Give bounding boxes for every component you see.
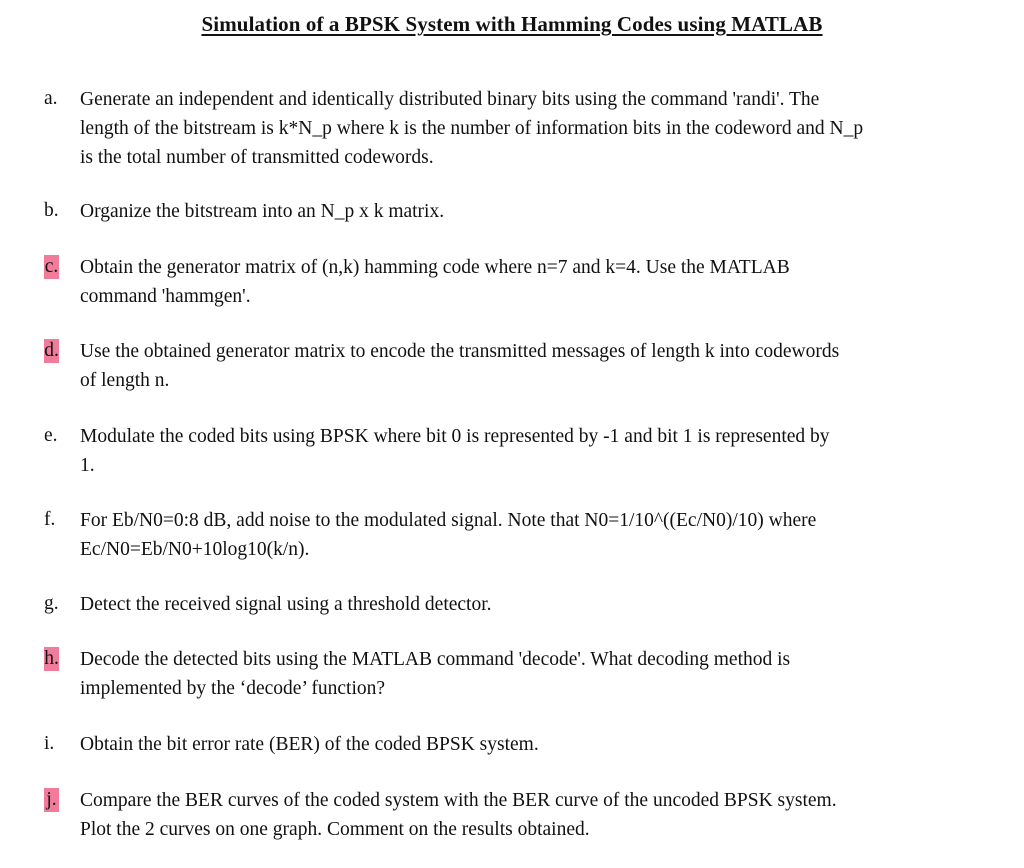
item-text (80, 730, 980, 759)
item-text (80, 253, 980, 311)
item-line: Generate an independent and identically distributed binary bits using the command 'randi'. The (80, 89, 820, 110)
item-marker-highlighted: h. (44, 648, 59, 669)
item-text (80, 197, 980, 226)
item-text (80, 85, 980, 172)
item-line: Ec/N0=Eb/N0+10log10(k/n). (80, 539, 310, 560)
item-marker: e. (44, 425, 58, 446)
item-line: length of the bitstream is k*N_p where k is the number of information bits in the codeword and N_p (80, 118, 864, 139)
item-line: command 'hammgen'. (80, 286, 251, 307)
item-marker: g. (44, 593, 59, 614)
item-line: Modulate the coded bits using BPSK where bit 0 is represented by -1 and bit 1 is represented by (80, 426, 830, 447)
item-marker: i. (44, 733, 55, 754)
item-text (80, 506, 980, 564)
item-line: implemented by the ‘decode’ function? (80, 678, 386, 699)
item-text (80, 422, 980, 480)
item-line: Compare the BER curves of the coded system with the BER curve of the uncoded BPSK system. (80, 790, 837, 811)
item-line: Plot the 2 curves on one graph. Comment on the results obtained. (80, 819, 590, 840)
item-text (80, 337, 980, 395)
item-marker: f. (44, 509, 56, 530)
item-line: Decode the detected bits using the MATLAB command 'decode'. What decoding method is (80, 649, 791, 670)
page-title: Simulation of a BPSK System with Hamming Codes using MATLAB (201, 12, 823, 36)
item-text (80, 786, 980, 844)
item-marker-highlighted: d. (44, 340, 59, 361)
item-line: Use the obtained generator matrix to encode the transmitted messages of length k into codewords (80, 341, 840, 362)
item-line: Obtain the generator matrix of (n,k) hamming code where n=7 and k=4. Use the MATLAB (80, 257, 790, 278)
item-marker: a. (44, 88, 58, 109)
item-marker: b. (44, 200, 59, 221)
item-line: of length n. (80, 370, 170, 391)
item-line: 1. (80, 455, 95, 476)
item-line: is the total number of transmitted codewords. (80, 147, 434, 168)
item-line: Organize the bitstream into an N_p x k matrix. (80, 201, 445, 222)
item-text (80, 590, 980, 619)
item-marker-highlighted: c. (44, 256, 59, 277)
item-line: Obtain the bit error rate (BER) of the coded BPSK system. (80, 734, 539, 755)
item-text (80, 645, 980, 703)
item-line: Detect the received signal using a threshold detector. (80, 594, 492, 615)
item-marker-highlighted: j. (44, 788, 59, 812)
item-line: For Eb/N0=0:8 dB, add noise to the modulated signal. Note that N0=1/10^((Ec/N0)/10) where (80, 510, 817, 531)
